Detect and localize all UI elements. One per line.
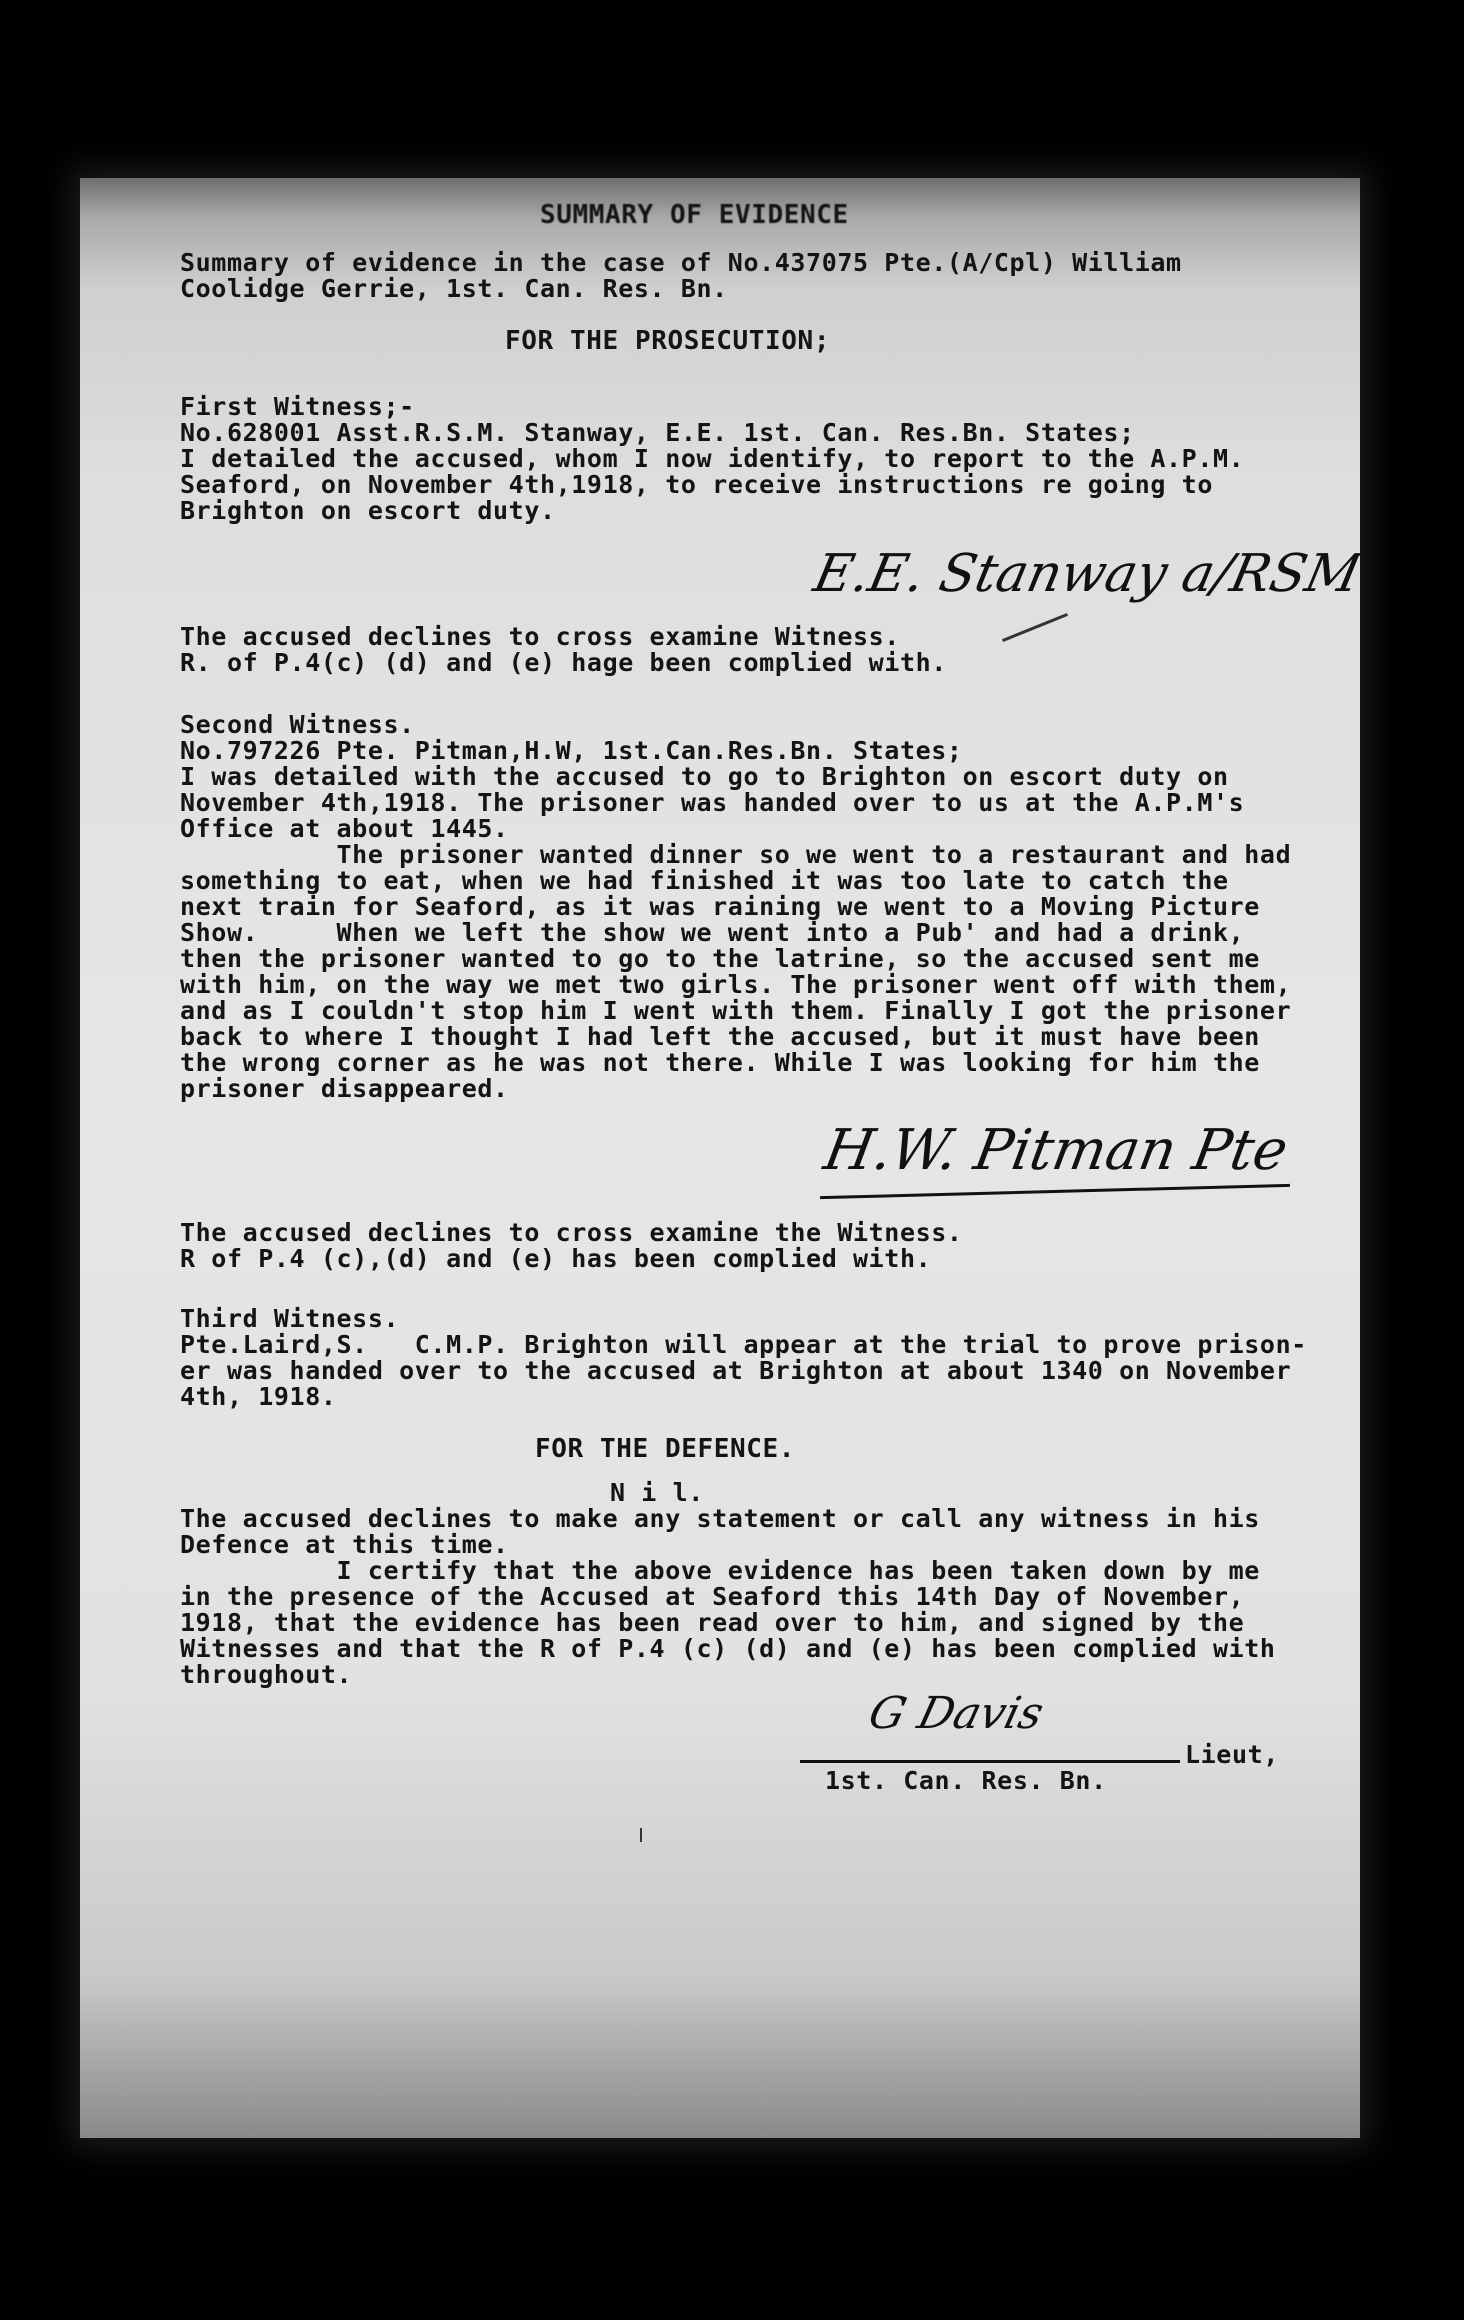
defence-line: I certify that the above evidence has been taken down by me [180,1556,1260,1585]
second-witness-line: next train for Seaford, as it was raining we went to a Moving Picture [180,892,1260,921]
defence-line: throughout. [180,1660,353,1689]
second-witness-signature: H.W. Pitman Pte [819,1118,1293,1183]
second-witness-line: I was detailed with the accused to go to Brighton on escort duty on [180,762,1229,791]
second-witness-line: and as I couldn't stop him I went with them. Finally I got the prisoner [180,996,1292,1025]
first-witness-line: Seaford, on November 4th,1918, to receive instructions re going to [180,470,1213,499]
second-witness-compliance: R of P.4 (c),(d) and (e) has been complied with. [180,1244,932,1273]
pen-stroke [1002,613,1068,642]
first-witness-signature: E.E. Stanway a/RSM [808,544,1366,604]
document-title-line-1: Summary of evidence in the case of No.437075 Pte.(A/Cpl) William [180,248,1182,277]
second-witness-line: back to where I thought I had left the accused, but it must have been [180,1022,1260,1051]
defence-line: Witnesses and that the R of P.4 (c) (d) and (e) has been complied with [180,1634,1276,1663]
second-witness-line: the wrong corner as he was not there. While I was looking for him the [180,1048,1260,1077]
first-witness-line: No.628001 Asst.R.S.M. Stanway, E.E. 1st. Can. Res.Bn. States; [180,418,1135,447]
document-page [80,178,1366,2138]
defence-heading: FOR THE DEFENCE. [535,1434,796,1464]
document-header: SUMMARY OF EVIDENCE [540,200,849,230]
first-witness-line: Brighton on escort duty. [180,496,556,525]
second-witness-line: The prisoner wanted dinner so we went to a restaurant and had [180,840,1292,869]
second-witness-line: prisoner disappeared. [180,1074,509,1103]
first-witness-compliance: R. of P.4(c) (d) and (e) hage been complied with. [180,648,947,677]
second-witness-line: Show. When we left the show we went into a Pub' and had a drink, [180,918,1245,947]
defence-line: Defence at this time. [180,1530,509,1559]
officer-unit: 1st. Can. Res. Bn. [825,1766,1107,1795]
third-witness-line: 4th, 1918. [180,1382,337,1411]
first-witness-line: I detailed the accused, whom I now identify, to report to the A.P.M. [180,444,1245,473]
defence-line: The accused declines to make any statement or call any witness in his [180,1504,1260,1533]
second-witness-line: No.797226 Pte. Pitman,H.W, 1st.Can.Res.Bn. States; [180,736,963,765]
second-witness-line: something to eat, when we had finished it was too late to catch the [180,866,1229,895]
third-witness-label: Third Witness. [180,1304,400,1333]
second-witness-line: with him, on the way we met two girls. The prisoner went off with them, [180,970,1292,999]
scan-tick-mark [640,1828,642,1842]
officer-signature-underline [800,1760,1180,1763]
officer-rank: Lieut, [1185,1740,1279,1769]
officer-signature: G Davis [863,1688,1049,1739]
defence-line: 1918, that the evidence has been read over to him, and signed by the [180,1608,1245,1637]
second-witness-line: then the prisoner wanted to go to the latrine, so the accused sent me [180,944,1260,973]
second-witness-label: Second Witness. [180,710,415,739]
first-witness-label: First Witness;- [180,392,415,421]
second-witness-signature-underline [820,1184,1290,1199]
second-witness-line: November 4th,1918. The prisoner was handed over to us at the A.P.M's [180,788,1245,817]
first-witness-cross-exam: The accused declines to cross examine Witness. [180,622,900,651]
third-witness-line: er was handed over to the accused at Brighton at about 1340 on November [180,1356,1292,1385]
defence-nil: N i l. [610,1478,704,1507]
third-witness-line: Pte.Laird,S. C.M.P. Brighton will appear at the trial to prove prison- [180,1330,1307,1359]
prosecution-heading: FOR THE PROSECUTION; [505,326,831,356]
document-title-line-2: Coolidge Gerrie, 1st. Can. Res. Bn. [180,274,728,303]
second-witness-cross-exam: The accused declines to cross examine the Witness. [180,1218,963,1247]
defence-line: in the presence of the Accused at Seaford this 14th Day of November, [180,1582,1245,1611]
second-witness-line: Office at about 1445. [180,814,509,843]
